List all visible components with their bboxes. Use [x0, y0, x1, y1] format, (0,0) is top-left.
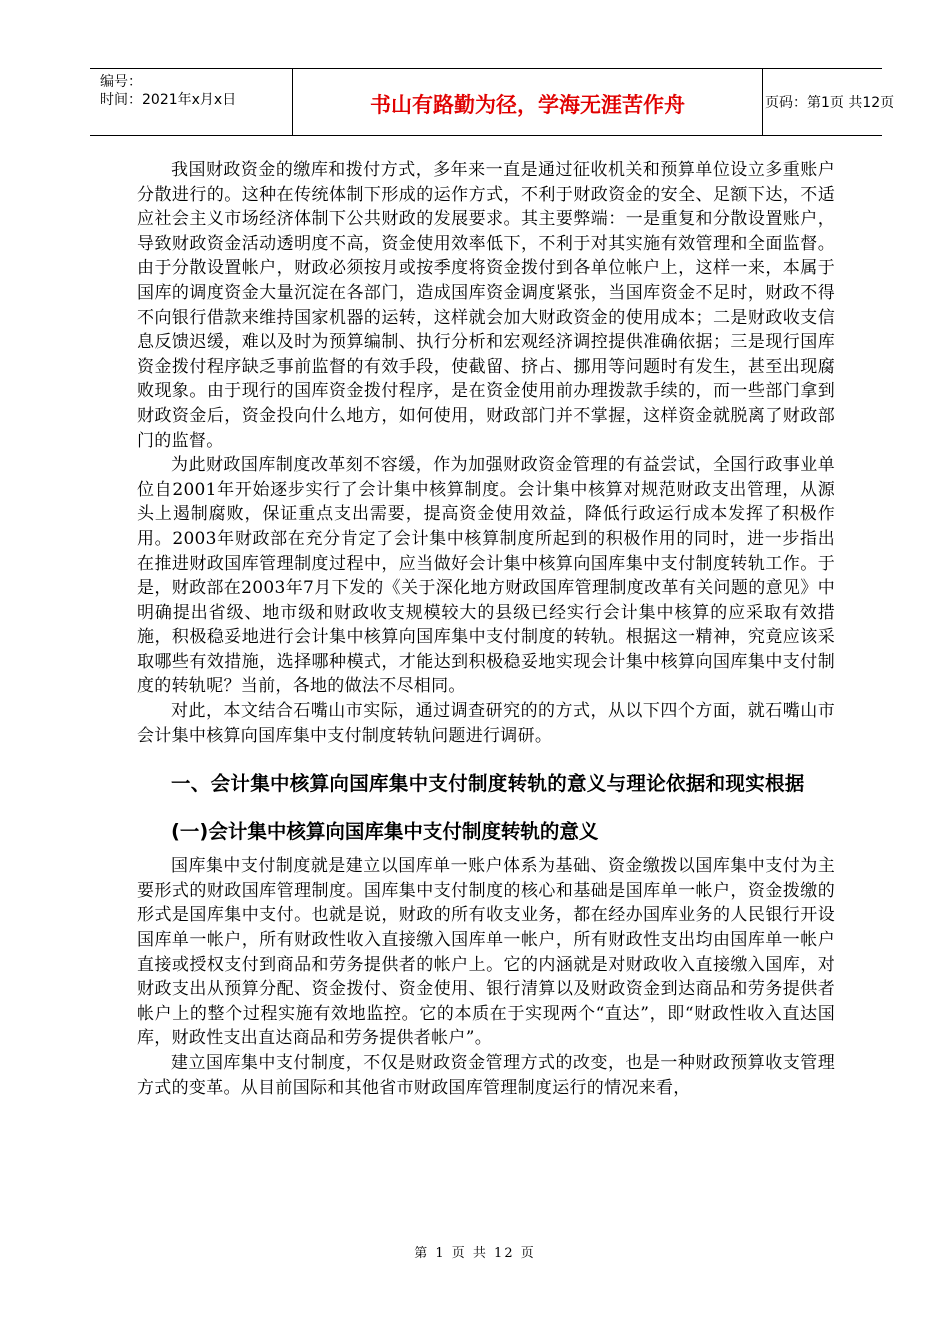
paragraph-5: 建立国库集中支付制度，不仅是财政资金管理方式的改变，也是一种财政预算收支管理方式的变革。从目前国际和其他省市财政国库管理制度运行的情况来看，	[137, 1053, 835, 1098]
paragraph-4: 国库集中支付制度就是建立以国库单一账户体系为基础、资金缴拨以国库集中支付为主要形式的财政国库管理制度。国库集中支付制度的核心和基础是国库单一帐户，资金拨缴的形式是国库集中支付。也就是说，财政的所有收支业务，都在经办国库业务的人民银行开设国库单一帐户，所有财政性收入直接缴入国库单一帐户，所有财政性支出均由国库单一帐户直接或授权支付到商品和劳务提供者的帐户上。它的内涵就是对财政收入直接缴入国库，对财政支出从预算分配、资金拨付、资金使用、银行清算以及财政资金到达商品和劳务提供者帐户上的整个过程实施有效地监控。它的本质在于实现两个“直达”，即“财政性收入直达国库，财政性支出直达商品和劳务提供者帐户”。	[137, 856, 835, 1049]
header-motto-cell	[293, 69, 763, 135]
paragraph-1: 我国财政资金的缴库和拨付方式，多年来一直是通过征收机关和预算单位设立多重账户分散进行的。这种在传统体制下形成的运作方式，不利于财政资金的安全、足额下达，不适应社会主义市场经济体制下公共财政的发展要求。其主要弊端：一是重复和分散设置账户，导致财政资金活动透明度不高，资金使用效率低下，不利于对其实施有效管理和全面监督。由于分散设置帐户，财政必须按月或按季度将资金拨付到各单位帐户上，这样一来，本属于国库的调度资金大量沉淀在各部门，造成国库资金调度紧张，当国库资金不足时，财政不得不向银行借款来维持国家机器的运转，这样就会加大财政资金的使用成本；二是财政收支信息反馈迟缓，难以及时为预算编制、执行分析和宏观经济调控提供准确依据；三是现行国库资金拨付程序缺乏事前监督的有效手段，使截留、挤占、挪用等问题时有发生，甚至出现腐败现象。由于现行的国库资金拨付程序，是在资金使用前办理拨款手续的，而一些部门拿到财政资金后，资金投向什么地方，如何使用，财政部门并不掌握，这样资金就脱离了财政部门的监督。	[137, 160, 835, 451]
section-heading: 一、会计集中核算向国库集中支付制度转轨的意义与理论依据和现实根据	[171, 772, 805, 796]
header-page-info: 页码：第1页 共12页	[765, 95, 895, 111]
document-number-label: 编号：	[100, 74, 142, 90]
paragraph-2: 为此财政国库制度改革刻不容缓，作为加强财政资金管理的有益尝试，全国行政事业单位自2001年开始逐步实行了会计集中核算制度。会计集中核算对规范财政支出管理，从源头上遏制腐败，保证重点支出需要，提高资金使用效益，降低行政运行成本发挥了积极作用。2003年财政部在充分肯定了会计集中核算制度所起到的积极作用的同时，进一步指出在推进财政国库管理制度过程中，应当做好会计集中核算向国库集中支付制度转轨工作。于是，财政部在2003年7月下发的《关于深化地方财政国库管理制度改革有关问题的意见》中明确提出省级、地市级和财政收支规模较大的县级已经实行会计集中核算的应采取有效措施，积极稳妥地进行会计集中核算向国库集中支付制度的转轨。根据这一精神，究竟应该采取哪些有效措施，选择哪种模式，才能达到积极稳妥地实现会计集中核算向国库集中支付制度的转轨呢？当前，各地的做法不尽相同。	[137, 455, 835, 697]
header-motto: 书山有路勤为径，学海无涯苦作舟	[370, 93, 685, 117]
header-info-cell	[90, 69, 293, 135]
subsection-heading: (一)会计集中核算向国库集中支付制度转轨的意义	[171, 820, 599, 844]
document-time-label: 时间：2021年x月x日	[100, 92, 237, 108]
page-footer: 第 1 页 共 12 页	[414, 1246, 536, 1261]
paragraph-3: 对此，本文结合石嘴山市实际，通过调查研究的的方式，从以下四个方面，就石嘴山市会计集中核算向国库集中支付制度转轨问题进行调研。	[137, 701, 835, 746]
document-header	[90, 68, 895, 136]
document-body	[137, 158, 835, 1100]
header-page-cell	[763, 69, 895, 135]
